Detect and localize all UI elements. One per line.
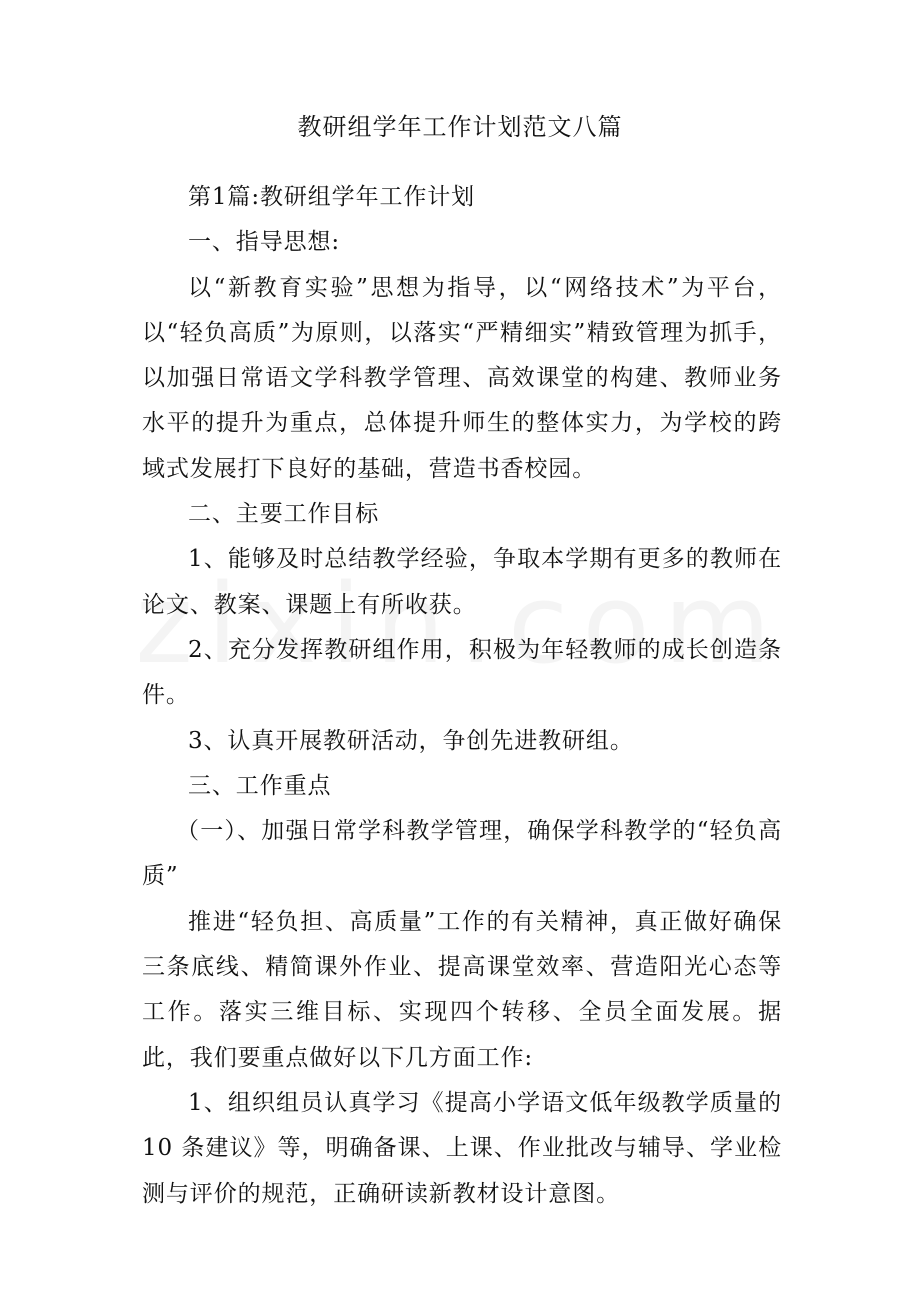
paragraph: 推进“轻负担、高质量”工作的有关精神，真正做好确保三条底线、精简课外作业、提高课堂效率、营造阳光心态等工作。落实三维目标、实现四个转移、全员全面发展。据此，我们要重点做好以下几方面工作: — [142, 908, 782, 1071]
subsection-heading: 三、工作重点 — [188, 772, 332, 799]
section-heading: 第1篇:教研组学年工作计划 — [188, 184, 476, 210]
paragraph: 3、认真开展教研活动，争创先进教研组。 — [188, 727, 634, 754]
document-title: 教研组学年工作计划范文八篇 — [297, 113, 623, 141]
paragraph: 1、能够及时总结教学经验，争取本学期有更多的教师在论文、教案、课题上有所收获。 — [142, 546, 782, 618]
paragraph: 2、充分发挥教研组作用，积极为年轻教师的成长创造条件。 — [142, 636, 782, 709]
document-body — [142, 175, 782, 1217]
subsection-heading: 一、指导思想: — [188, 229, 341, 256]
subsection-heading: 二、主要工作目标 — [188, 501, 380, 528]
paragraph: （一）、加强日常学科教学管理，确保学科教学的“轻负高质” — [142, 818, 782, 890]
paragraph: 以“新教育实验”思想为指导，以“网络技术”为平台，以“轻负高质”为原则，以落实“严精细实”精致管理为抓手，以加强日常语文学科教学管理、高效课堂的构建、教师业务水平的提升为重点，总体提升师生的整体实力，为学校的跨域式发展打下良好的基础，营造书香校园。 — [142, 274, 782, 482]
paragraph: 1、组织组员认真学习《提高小学语文低年级教学质量的10 条建议》等，明确备课、上课、作业批改与辅导、学业检测与评价的规范，正确研读新教材设计意图。 — [142, 1089, 782, 1207]
